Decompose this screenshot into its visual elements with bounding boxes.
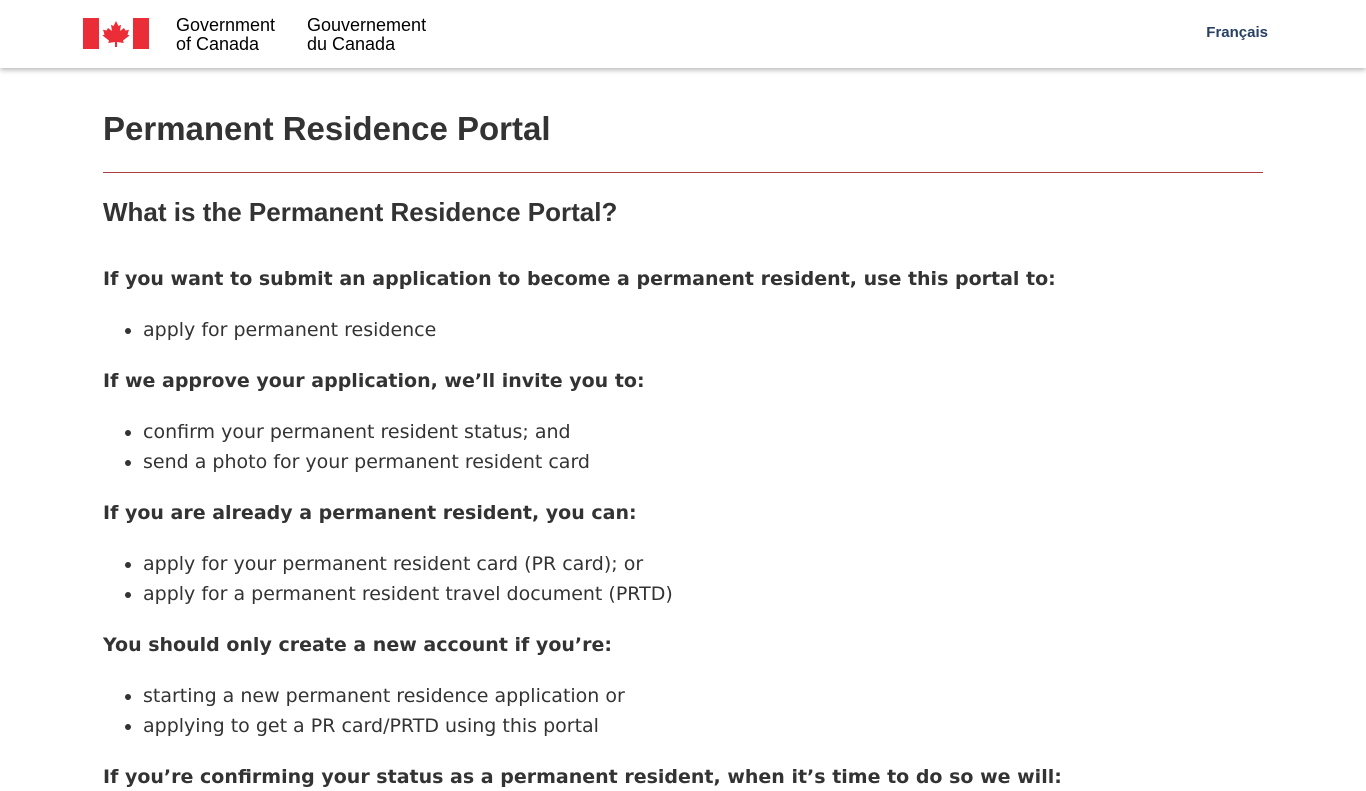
block-intro-new-account: You should only create a new account if you’re: bbox=[103, 634, 612, 656]
signature-fr-line1: Gouvernement bbox=[307, 16, 427, 35]
list-item: • apply for a permanent resident travel document (PRTD) bbox=[143, 579, 1263, 609]
language-toggle-link[interactable]: Français bbox=[1206, 24, 1268, 41]
government-of-canada-logo[interactable] bbox=[83, 16, 443, 56]
list-item: • confirm your permanent resident status; and bbox=[143, 417, 1263, 447]
block-intro-confirming-status: If you’re confirming your status as a permanent resident, when it’s time to do so we will: bbox=[103, 766, 1062, 788]
bullet-list-approved bbox=[103, 417, 1263, 477]
section-title: What is the Permanent Residence Portal? bbox=[103, 197, 618, 227]
list-item: • starting a new permanent residence application or bbox=[143, 681, 1263, 711]
list-item: • applying to get a PR card/PRTD using this portal bbox=[143, 711, 1263, 741]
bullet-list-existing-resident bbox=[103, 549, 1263, 609]
page-title: Permanent Residence Portal bbox=[103, 110, 551, 147]
signature-en-line2: of Canada bbox=[176, 34, 260, 54]
block-intro-existing-resident: If you are already a permanent resident, you can: bbox=[103, 502, 637, 524]
canada-flag-icon bbox=[83, 18, 149, 49]
title-divider bbox=[103, 172, 1263, 173]
signature-fr-line2: du Canada bbox=[307, 34, 396, 54]
list-item: • apply for your permanent resident card (PR card); or bbox=[143, 549, 1263, 579]
bullet-list-apply bbox=[103, 315, 1263, 345]
list-item: • apply for permanent residence bbox=[143, 315, 1263, 345]
block-intro-approved: If we approve your application, we’ll invite you to: bbox=[103, 370, 645, 392]
signature-en-line1: Government bbox=[176, 16, 276, 35]
main-content bbox=[103, 68, 1263, 791]
site-header bbox=[0, 0, 1366, 68]
list-item: • send a photo for your permanent resident card bbox=[143, 447, 1263, 477]
bullet-list-new-account bbox=[103, 681, 1263, 741]
block-intro-apply: If you want to submit an application to become a permanent resident, use this portal to: bbox=[103, 268, 1056, 290]
